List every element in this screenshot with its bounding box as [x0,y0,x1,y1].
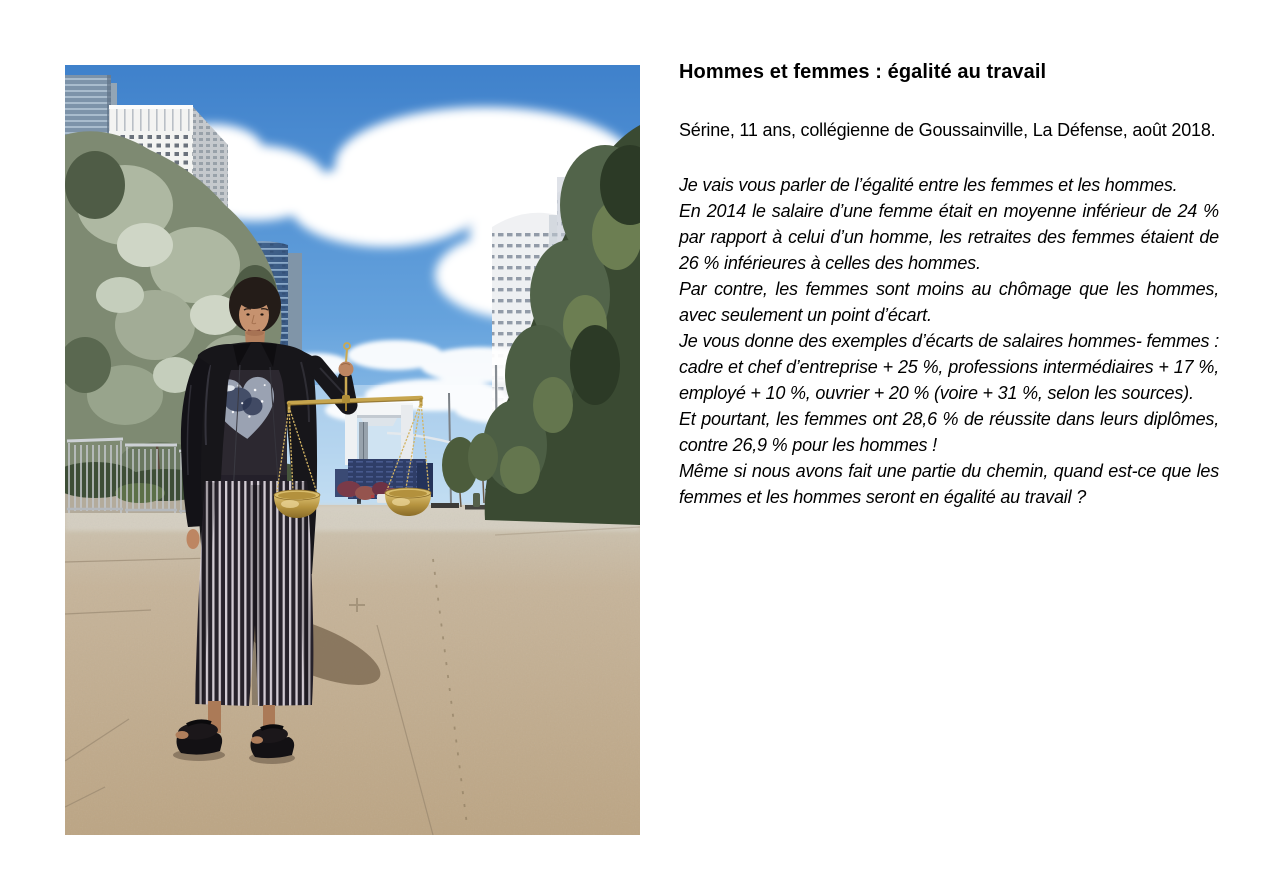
article-paragraph: Et pourtant, les femmes ont 28,6 % de réussite dans leurs diplômes, contre 26,9 % pour les hommes ! [679,409,1219,455]
photo-illustration [65,65,640,835]
article [679,60,1219,510]
article-paragraph: Je vais vous parler de l’égalité entre les femmes et les hommes. [679,175,1178,195]
article-paragraph: Par contre, les femmes sont moins au chômage que les hommes, avec seulement un point d’écart. [679,279,1219,325]
article-title: Hommes et femmes : égalité au travail [679,61,1047,83]
trash-bin [473,493,480,507]
article-paragraph: Même si nous avons fait une partie du chemin, quand est-ce que les femmes et les hommes seront en égalité au travail ? [679,461,1219,507]
article-paragraph: Je vous donne des exemples d’écarts de salaires hommes- femmes : cadre et chef d’entreprise + 25 %, professions intermédiaires + 17 %, employé + 10 %, ouvrier + 20 % (voire + 31 %, selon les sources). [679,331,1219,403]
article-byline: Sérine, 11 ans, collégienne de Goussainville, La Défense, août 2018. [679,120,1216,140]
right-hand [187,529,200,549]
article-paragraph: En 2014 le salaire d’une femme était en moyenne inférieur de 24 % par rapport à celui d’un homme, les retraites des femmes étaient de 26 % inférieures à celles des hommes. [679,201,1219,273]
bench [431,503,459,508]
article-body [679,172,1219,510]
photo-la-defense [65,65,640,835]
